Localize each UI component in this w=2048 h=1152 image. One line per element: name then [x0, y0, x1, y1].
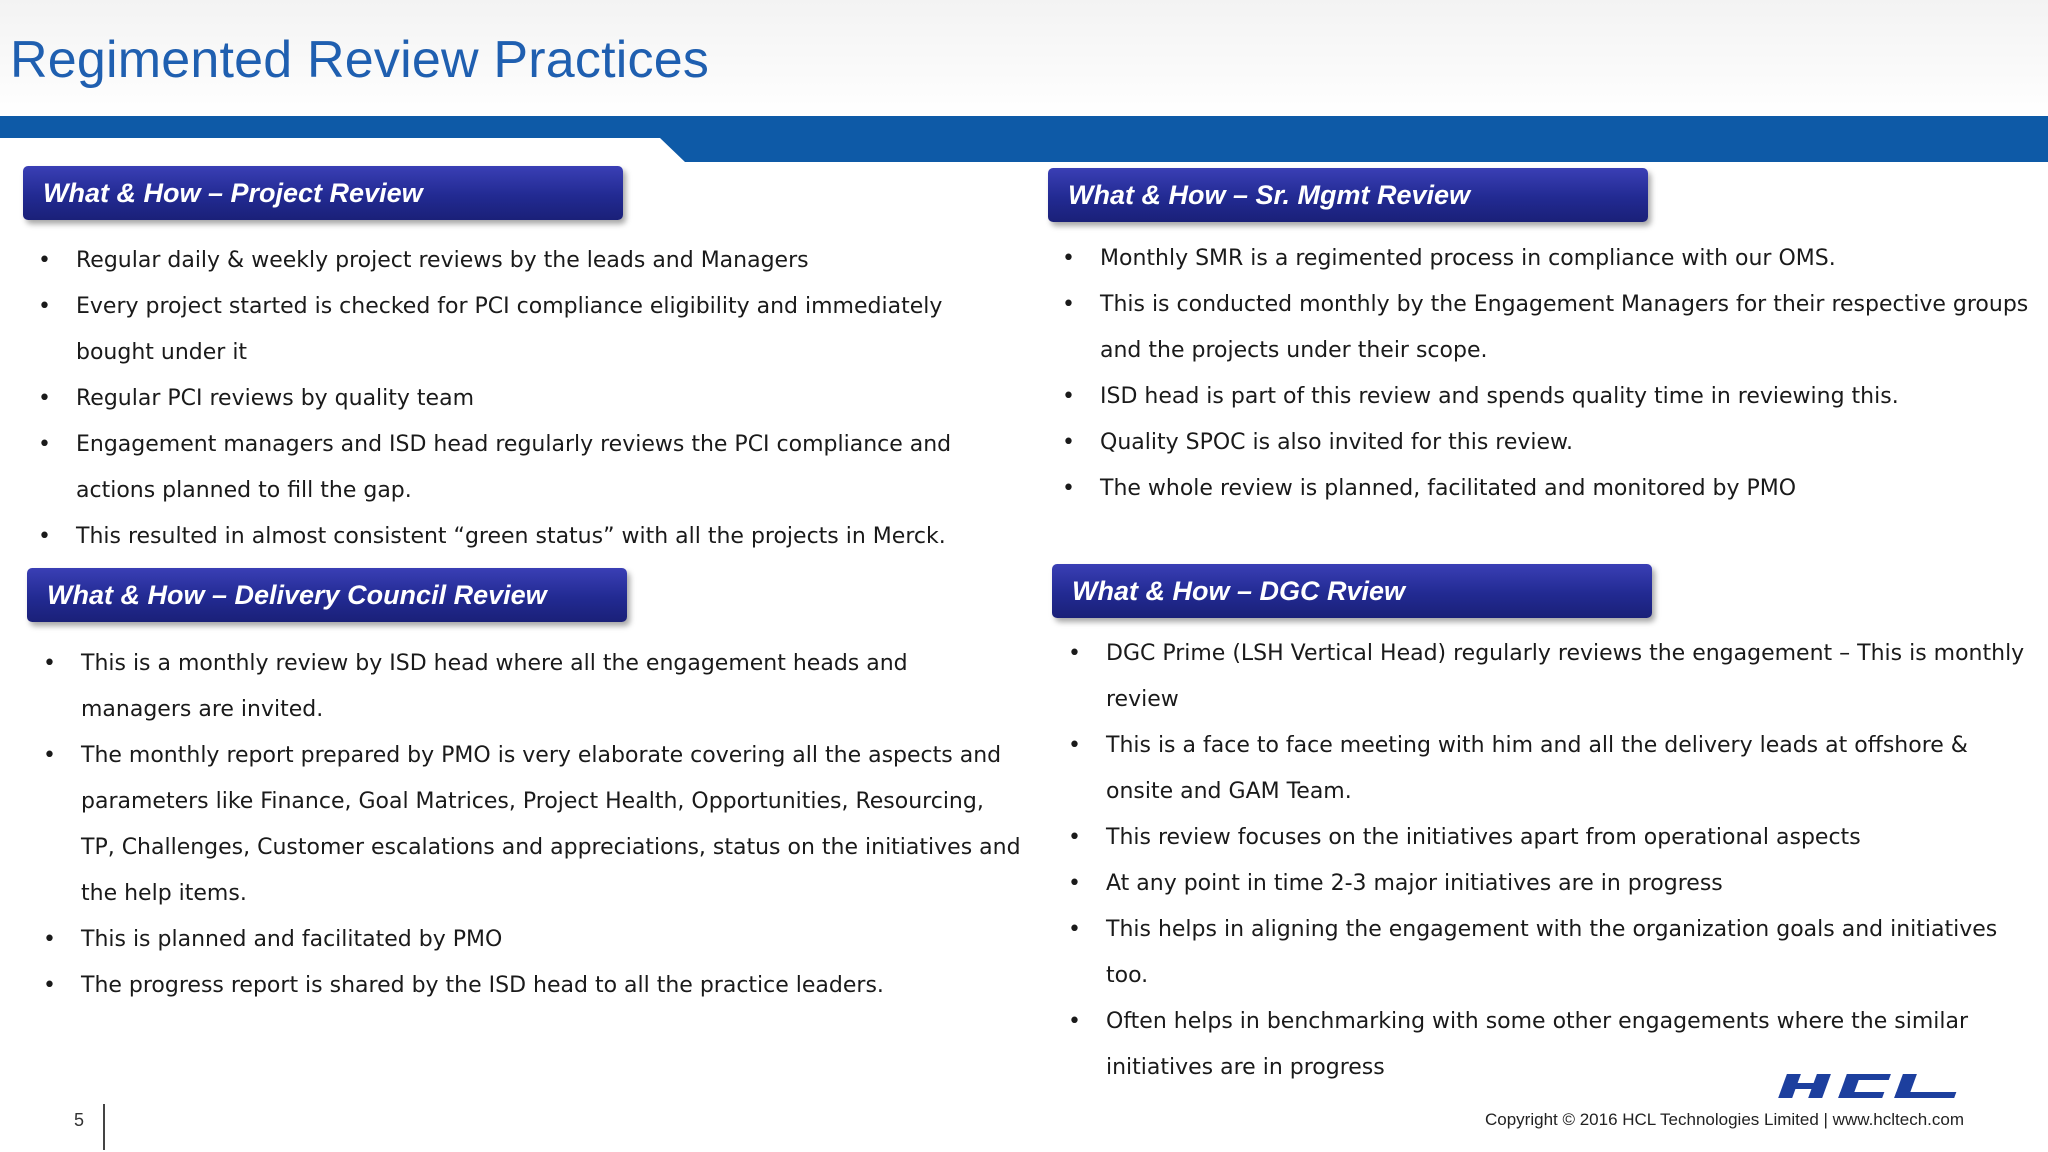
bullet-icon: • — [38, 248, 51, 273]
list-item: • ISD head is part of this review and spends quality time in reviewing this. — [1062, 374, 2032, 420]
page-number: 5 — [74, 1110, 85, 1130]
list-item: • Regular PCI reviews by quality team — [38, 376, 1018, 422]
bullet-icon: • — [43, 743, 56, 768]
delivery-council-review-list — [43, 641, 1023, 1009]
bullet-icon: • — [38, 386, 51, 411]
list-item: • This is a monthly review by ISD head where all the engagement heads and managers are invited. — [43, 641, 1023, 733]
bullet-icon: • — [38, 524, 51, 549]
bullet-icon: • — [43, 927, 56, 952]
bullet-icon: • — [1068, 871, 1081, 896]
bullet-icon: • — [1062, 292, 1075, 317]
section-header-delivery-council-review: What & How – Delivery Council Review — [27, 568, 627, 622]
bullet-icon: • — [1068, 1009, 1081, 1034]
page-title: Regimented Review Practices — [10, 31, 710, 89]
list-item: • Every project started is checked for PCI compliance eligibility and immediately bought under it — [38, 284, 1018, 376]
list-item: • This resulted in almost consistent “green status” with all the projects in Merck. — [38, 514, 1018, 560]
list-item: • At any point in time 2-3 major initiatives are in progress — [1068, 861, 2038, 907]
list-item: • The whole review is planned, facilitated and monitored by PMO — [1062, 466, 2032, 512]
project-review-list — [38, 238, 1018, 560]
list-item: • Often helps in benchmarking with some other engagements where the similar initiatives are in progress — [1068, 999, 2038, 1091]
sr-mgmt-review-list — [1062, 236, 2032, 512]
bullet-icon: • — [1068, 825, 1081, 850]
section-header-sr-mgmt-review: What & How – Sr. Mgmt Review — [1048, 168, 1648, 222]
list-item: • DGC Prime (LSH Vertical Head) regularly reviews the engagement – This is monthly review — [1068, 631, 2038, 723]
bullet-icon: • — [43, 973, 56, 998]
list-item: • Quality SPOC is also invited for this review. — [1062, 420, 2032, 466]
list-item: • Monthly SMR is a regimented process in compliance with our OMS. — [1062, 236, 2032, 282]
section-header-dgc-review: What & How – DGC Rview — [1052, 564, 1652, 618]
section-header-project-review: What & How – Project Review — [23, 166, 623, 220]
bullet-icon: • — [1062, 384, 1075, 409]
list-item: • The monthly report prepared by PMO is very elaborate covering all the aspects and parameters like Finance, Goal Matrices, Project Health, Opportunities, Resourcing, TP, Challenges, Customer escalations and appreciations, status on the initiatives and the help items. — [43, 733, 1023, 917]
list-item: • This helps in aligning the engagement with the organization goals and initiatives too. — [1068, 907, 2038, 999]
bullet-icon: • — [38, 294, 51, 319]
bullet-icon: • — [1062, 430, 1075, 455]
list-item: • This review focuses on the initiatives apart from operational aspects — [1068, 815, 2038, 861]
bullet-icon: • — [1068, 917, 1081, 942]
bullet-icon: • — [1062, 476, 1075, 501]
list-item: • This is a face to face meeting with him and all the delivery leads at offshore & onsite and GAM Team. — [1068, 723, 2038, 815]
list-item: • Regular daily & weekly project reviews by the leads and Managers — [38, 238, 1018, 284]
list-item: • The progress report is shared by the ISD head to all the practice leaders. — [43, 963, 1023, 1009]
list-item: • This is conducted monthly by the Engagement Managers for their respective groups and the projects under their scope. — [1062, 282, 2032, 374]
bullet-icon: • — [38, 432, 51, 457]
list-item: • Engagement managers and ISD head regularly reviews the PCI compliance and actions planned to fill the gap. — [38, 422, 1018, 514]
bullet-icon: • — [1062, 246, 1075, 271]
list-item: • This is planned and facilitated by PMO — [43, 917, 1023, 963]
copyright-text: Copyright © 2016 HCL Technologies Limited | www.hcltech.com — [1484, 1110, 1964, 1129]
footer-divider — [103, 1104, 105, 1150]
bullet-icon: • — [1068, 733, 1081, 758]
hcl-logo — [1770, 1071, 1976, 1101]
header-band — [0, 116, 2048, 162]
bullet-icon: • — [1068, 641, 1081, 666]
bullet-icon: • — [43, 651, 56, 676]
dgc-review-list — [1068, 631, 2038, 1091]
